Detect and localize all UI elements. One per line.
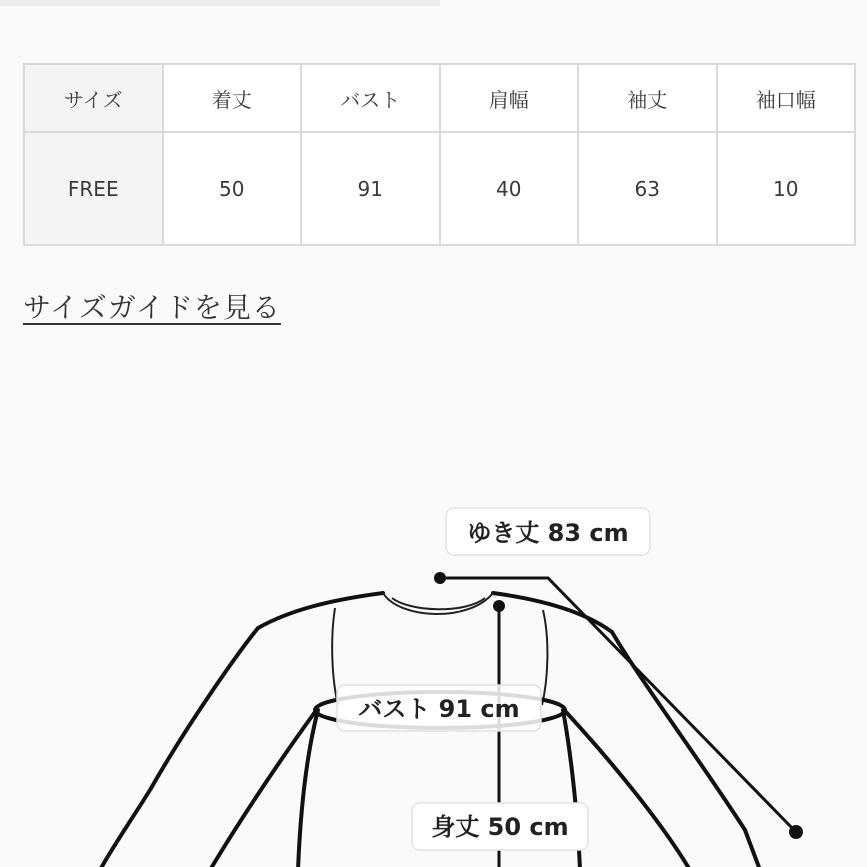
length-label	[412, 803, 588, 850]
bust-label	[337, 685, 541, 731]
yuki-start-dot	[434, 572, 446, 584]
yuki-label	[446, 508, 650, 555]
yuki-end-dot	[789, 825, 803, 839]
header-cell-shoulder: 肩幅	[440, 64, 579, 132]
cell-size: FREE	[24, 132, 163, 245]
cell-sleeve: 63	[578, 132, 717, 245]
size-guide-link[interactable]: サイズガイドを見る	[23, 291, 281, 324]
length-label-text: 身丈 50 cm	[431, 813, 569, 841]
bust-label-text: バスト 91 cm	[358, 695, 520, 723]
cell-bust: 91	[301, 132, 440, 245]
yuki-label-text: ゆき丈 83 cm	[467, 519, 629, 547]
header-cell-bust: バスト	[301, 64, 440, 132]
cell-shoulder: 40	[440, 132, 579, 245]
header-cell-length: 着丈	[163, 64, 302, 132]
header-cell-cuff: 袖口幅	[717, 64, 856, 132]
length-measure-dot	[493, 600, 505, 612]
cell-length: 50	[163, 132, 302, 245]
header-cell-sleeve: 袖丈	[578, 64, 717, 132]
cell-cuff: 10	[717, 132, 856, 245]
header-cell-size: サイズ	[24, 64, 163, 132]
right-armhole-seam	[542, 610, 547, 705]
